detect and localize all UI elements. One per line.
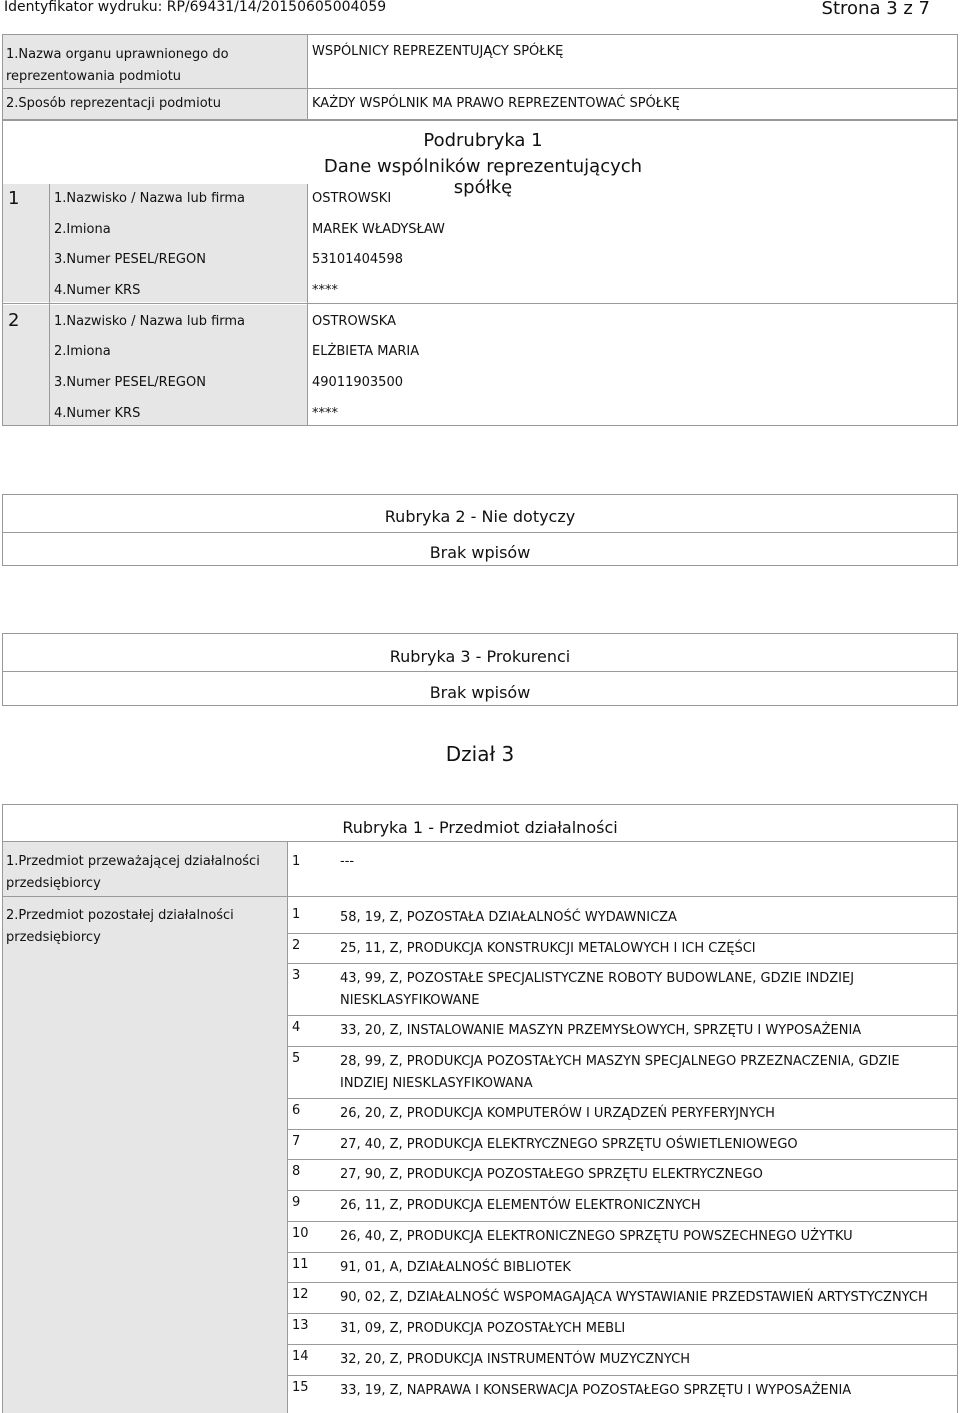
row-divider [288, 1282, 958, 1283]
activity-item-number: 2 [292, 938, 301, 953]
row-divider [288, 963, 958, 964]
activity-item-number: 14 [292, 1349, 309, 1364]
rubryka-2-empty: Brak wpisów [429, 543, 531, 562]
page-number: Strona 3 z 7 [821, 0, 930, 19]
activity-item [288, 1018, 958, 1049]
row-divider [288, 1098, 958, 1099]
row-divider [288, 1046, 958, 1047]
activity-item-number: 10 [292, 1226, 309, 1241]
field-value: **** [312, 283, 338, 298]
row-divider [288, 1221, 958, 1222]
row-divider [288, 1190, 958, 1191]
field-value: OSTROWSKI [312, 191, 392, 206]
activity-item-number: 4 [292, 1020, 301, 1035]
activity-item [288, 966, 958, 1018]
activity-item [288, 1101, 958, 1132]
field-value: **** [312, 406, 338, 421]
activity-item [288, 905, 958, 936]
field-value: OSTROWSKA [312, 314, 396, 329]
field-label: 3.Numer PESEL/REGON [54, 252, 206, 267]
field-value: ELŻBIETA MARIA [312, 344, 420, 359]
activity-item-text: 26, 11, Z, PRODUKCJA ELEMENTÓW ELEKTRONICZNYCH [340, 1198, 701, 1213]
row-divider [288, 1159, 958, 1160]
organ-name-label: 1.Nazwa organu uprawnionego do reprezentowania podmiotu [6, 47, 229, 84]
rubryka-3-empty: Brak wpisów [429, 683, 531, 702]
activity-item [288, 1255, 958, 1285]
activity-item-text: 43, 99, Z, POZOSTAŁE SPECJALISTYCZNE ROBOTY BUDOWLANE, GDZIE INDZIEJ NIESKLASYFIKOWANE [340, 971, 855, 1008]
field-label: 2.Imiona [54, 222, 111, 237]
row-divider [288, 1129, 958, 1130]
activity-item-number: 7 [292, 1134, 301, 1149]
field-label: 2.Imiona [54, 344, 111, 359]
subsection-title: Podrubryka 1 [423, 130, 543, 151]
field-value: 53101404598 [312, 252, 403, 267]
field-label: 1.Nazwisko / Nazwa lub firma [54, 191, 246, 206]
field-label: 4.Numer KRS [54, 283, 141, 298]
subsection-subtitle: Dane wspólników reprezentujących spółkę [323, 156, 643, 198]
activity-item [288, 936, 958, 966]
activity-item-text: 58, 19, Z, POZOSTAŁA DZIAŁALNOŚĆ WYDAWNICZA [340, 910, 677, 925]
representation-value: KAŻDY WSPÓLNIK MA PRAWO REPREZENTOWAĆ SPÓŁKĘ [312, 96, 680, 111]
activity-item [288, 1378, 958, 1413]
field-label: 3.Numer PESEL/REGON [54, 375, 206, 390]
activity-item-text: 26, 40, Z, PRODUKCJA ELEKTRONICZNEGO SPRZĘTU POWSZECHNEGO UŻYTKU [340, 1229, 853, 1244]
partner-index: 1 [8, 188, 20, 209]
activity-item [288, 1347, 958, 1378]
activity-item-text: 28, 99, Z, PRODUKCJA POZOSTAŁYCH MASZYN SPECJALNEGO PRZEZNACZENIA, GDZIE INDZIEJ NIESKLASYFIKOWANA [340, 1054, 900, 1091]
rubryka-3-title: Rubryka 3 - Prokurenci [389, 647, 571, 666]
main-activity-value: --- [340, 854, 355, 869]
row-divider [288, 1252, 958, 1253]
activity-item-text: 31, 09, Z, PRODUKCJA POZOSTAŁYCH MEBLI [340, 1321, 626, 1336]
row-divider [288, 1313, 958, 1314]
row-divider [288, 1375, 958, 1376]
activity-item-number: 13 [292, 1318, 309, 1333]
rubryka-2-title: Rubryka 2 - Nie dotyczy [384, 507, 576, 526]
field-value: MAREK WŁADYSŁAW [312, 222, 445, 237]
other-activity-label: 2.Przedmiot pozostałej działalności przedsiębiorcy [6, 908, 234, 945]
activity-item-number: 8 [292, 1164, 301, 1179]
section-heading: Dział 3 [445, 742, 515, 766]
field-label: 4.Numer KRS [54, 406, 141, 421]
print-identifier: Identyfikator wydruku: RP/69431/14/20150605004059 [4, 0, 387, 15]
activity-item-number: 5 [292, 1051, 301, 1066]
activity-item-number: 12 [292, 1287, 309, 1302]
field-value: 49011903500 [312, 375, 403, 390]
row-divider [288, 933, 958, 934]
activity-item [288, 1162, 958, 1193]
main-activity-index: 1 [292, 854, 301, 869]
activity-item-text: 33, 19, Z, NAPRAWA I KONSERWACJA POZOSTAŁEGO SPRZĘTU I WYPOSAŻENIA [340, 1383, 852, 1398]
activity-item-number: 9 [292, 1195, 301, 1210]
activity-item-text: 32, 20, Z, PRODUKCJA INSTRUMENTÓW MUZYCZNYCH [340, 1352, 690, 1367]
activity-item-number: 3 [292, 968, 301, 983]
activity-item-number: 11 [292, 1257, 309, 1272]
activity-item-number: 6 [292, 1103, 301, 1118]
representation-label: 2.Sposób reprezentacji podmiotu [6, 96, 221, 111]
activity-item-number: 15 [292, 1380, 309, 1395]
activity-item-text: 33, 20, Z, INSTALOWANIE MASZYN PRZEMYSŁOWYCH, SPRZĘTU I WYPOSAŻENIA [340, 1023, 862, 1038]
partner-index: 2 [8, 310, 20, 331]
activity-item [288, 1049, 958, 1101]
activity-item [288, 1224, 958, 1255]
activity-item-text: 27, 90, Z, PRODUKCJA POZOSTAŁEGO SPRZĘTU ELEKTRYCZNEGO [340, 1167, 763, 1182]
activity-item [288, 1316, 958, 1347]
activity-item [288, 1193, 958, 1224]
row-divider [288, 1015, 958, 1016]
activity-item-text: 27, 40, Z, PRODUKCJA ELEKTRYCZNEGO SPRZĘTU OŚWIETLENIOWEGO [340, 1137, 798, 1152]
organ-name-value: WSPÓLNICY REPREZENTUJĄCY SPÓŁKĘ [312, 44, 564, 59]
activity-item [288, 1285, 958, 1316]
activity-item-text: 25, 11, Z, PRODUKCJA KONSTRUKCJI METALOWYCH I ICH CZĘŚCI [340, 941, 756, 956]
activity-item-text: 26, 20, Z, PRODUKCJA KOMPUTERÓW I URZĄDZEŃ PERYFERYJNYCH [340, 1106, 775, 1121]
activity-item-text: 90, 02, Z, DZIAŁALNOŚĆ WSPOMAGAJĄCA WYSTAWIANIE PRZEDSTAWIEŃ ARTYSTYCZNYCH [340, 1290, 928, 1305]
field-label: 1.Nazwisko / Nazwa lub firma [54, 314, 246, 329]
activity-item-number: 1 [292, 907, 301, 922]
main-activity-label: 1.Przedmiot przeważającej działalności przedsiębiorcy [6, 854, 260, 891]
activity-item [288, 1132, 958, 1162]
row-divider [288, 1344, 958, 1345]
activity-item-text: 91, 01, A, DZIAŁALNOŚĆ BIBLIOTEK [340, 1260, 571, 1275]
activity-title: Rubryka 1 - Przedmiot działalności [342, 818, 618, 837]
